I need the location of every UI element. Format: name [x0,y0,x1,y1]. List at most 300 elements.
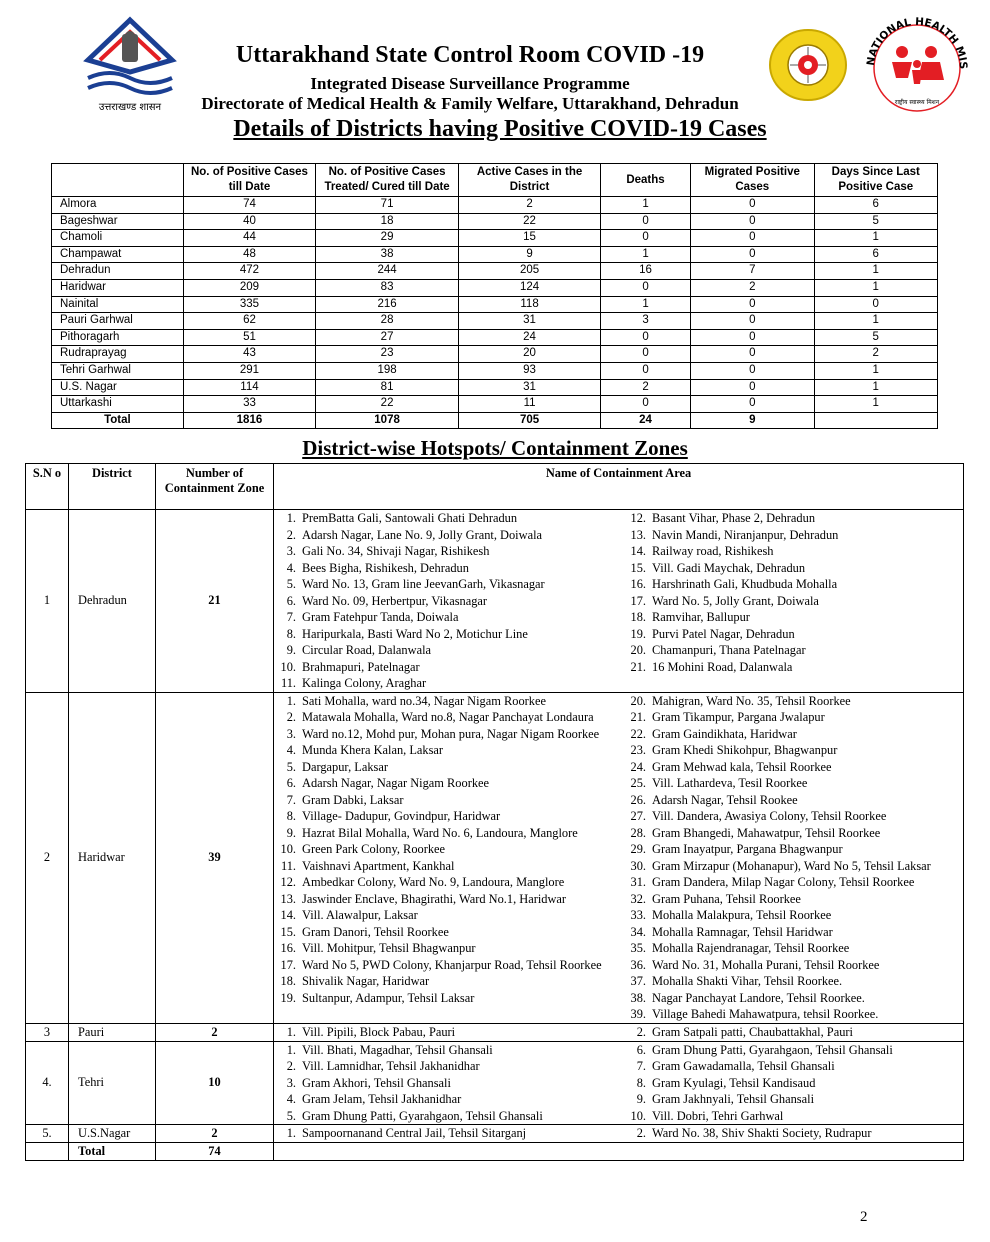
item-number: 17. [630,593,646,608]
cases-header-row [52,164,938,197]
header-area: Name of Containment Area [274,464,964,510]
table-row [52,346,938,363]
item-number: 20. [630,643,646,657]
value-cell: 24 [601,412,691,429]
containment-area-name: Purvi Patel Nagar, Dehradun [652,626,795,641]
sno-cell: 4. [26,1041,69,1125]
item-number: 5. [286,577,296,591]
value-cell: 48 [183,246,315,263]
list-item [624,609,944,626]
value-cell: 0 [601,230,691,247]
item-number: 2. [636,1126,646,1140]
list-item [274,576,624,593]
value-cell: 1 [601,296,691,313]
containment-area-name: Vill. Bhati, Magadhar, Tehsil Ghansali [302,1042,493,1057]
hotspots-header-row [26,464,964,510]
header-cell: Migrated Positive Cases [691,164,815,197]
value-cell: 209 [183,279,315,296]
list-item [624,1042,944,1059]
list-item [624,825,944,842]
district-cell: Pauri [69,1023,156,1041]
list-item [274,792,624,809]
total-label: Total [69,1143,156,1161]
list-item [624,775,944,792]
containment-area-cell [274,1023,964,1041]
containment-list [274,1024,624,1041]
list-item [274,693,624,710]
list-item [274,990,624,1007]
value-cell: 7 [691,263,815,280]
header-cell: Deaths [601,164,691,197]
item-number: 13. [630,527,646,542]
containment-area-name: Gram Akhori, Tehsil Ghansali [302,1075,451,1090]
value-cell: 1 [814,230,937,247]
item-number: 6. [636,1042,646,1057]
containment-area-name: Adarsh Nagar, Tehsil Rookee [652,792,798,807]
containment-area-name: Gram Danori, Tehsil Roorkee [302,924,449,939]
item-number: 7. [286,792,296,807]
district-cell: Dehradun [52,263,184,280]
value-cell: 62 [183,313,315,330]
value-cell: 18 [316,213,459,230]
district-cell: Nainital [52,296,184,313]
district-cell: Rudraprayag [52,346,184,363]
list-item [624,560,944,577]
district-row [26,1041,964,1125]
item-number: 3. [286,544,296,558]
programme-subtitle: Integrated Disease Surveillance Programme [310,74,630,93]
item-number: 18. [630,610,646,624]
value-cell: 38 [316,246,459,263]
value-cell: 1 [814,396,937,413]
district-cell: Tehri Garhwal [52,362,184,379]
table-row [52,230,938,247]
item-number: 5. [286,759,296,774]
containment-area-name: Ward No. 5, Jolly Grant, Doiwala [652,593,819,608]
containment-area-name: Gram Jelam, Tehsil Jakhanidhar [302,1092,462,1106]
value-cell: 705 [459,412,601,429]
containment-area-name: Gram Dabki, Laksar [302,792,404,807]
item-number: 14. [280,908,296,922]
list-item [274,907,624,924]
value-cell: 74 [183,197,315,214]
containment-area-name: Sati Mohalla, ward no.34, Nagar Nigam Roorkee [302,693,546,708]
table-row [52,296,938,313]
value-cell: 24 [459,329,601,346]
item-number: 26. [630,792,646,807]
list-item [624,709,944,726]
list-item [274,940,624,957]
value-cell: 244 [316,263,459,280]
value-cell: 51 [183,329,315,346]
sno-cell: 2 [26,692,69,1023]
containment-area-name: Vill. Lathardeva, Tesil Roorkee [652,776,808,790]
containment-area-name: Sultanpur, Adampur, Tehsil Laksar [302,990,475,1005]
containment-area-name: Vill. Mohitpur, Tehsil Bhagwanpur [302,941,476,955]
item-number: 4. [286,743,296,757]
containment-area-name: Shivalik Nagar, Haridwar [302,974,430,988]
list-item [274,593,624,610]
page-number: 2 [860,1209,868,1225]
containment-area-name: Ramvihar, Ballupur [652,610,750,624]
containment-area-name: Circular Road, Dalanwala [302,643,432,657]
list-item [624,973,944,990]
value-cell: 20 [459,346,601,363]
item-number: 3. [286,1075,296,1090]
item-number: 8. [636,1075,646,1090]
emblem-caption: उत्तराखण्ड शासन [98,102,162,113]
table-row [52,396,938,413]
value-cell: 1 [814,313,937,330]
item-number: 1. [286,511,296,525]
containment-list [624,1125,944,1142]
value-cell: 0 [691,197,815,214]
zone-count-cell: 2 [156,1125,274,1143]
containment-area-name: Adarsh Nagar, Lane No. 9, Jolly Grant, Doiwala [302,527,543,542]
containment-area-name: Vill. Lamnidhar, Tehsil Jakhanidhar [302,1059,480,1073]
containment-area-name: Ward no.12, Mohd pur, Mohan pura, Nagar Nigam Roorkee [302,726,600,741]
value-cell: 23 [316,346,459,363]
nhm-logo [858,14,976,114]
item-number: 38. [630,990,646,1005]
containment-area-name: Gram Dandera, Milap Nagar Colony, Tehsil Roorkee [652,875,915,889]
containment-area-name: Basant Vihar, Phase 2, Dehradun [652,511,816,525]
value-cell: 1 [814,263,937,280]
nhm-hindi-caption: राष्ट्रीय स्वास्थ्य मिशन [894,99,940,106]
list-item [274,1108,624,1125]
list-item [274,858,624,875]
containment-area-cell [274,1041,964,1125]
value-cell: 6 [814,246,937,263]
containment-area-name: Ambedkar Colony, Ward No. 9, Landoura, Manglore [302,875,565,889]
item-number: 35. [630,941,646,955]
containment-list [274,1042,624,1125]
list-item [624,874,944,891]
value-cell: 27 [316,329,459,346]
containment-area-name: Dargapur, Laksar [302,759,388,774]
district-cell: Bageshwar [52,213,184,230]
list-item [274,1125,624,1142]
value-cell: 2 [691,279,815,296]
item-number: 22. [630,726,646,741]
list-item [624,990,944,1007]
value-cell: 22 [316,396,459,413]
item-number: 16. [280,941,296,955]
list-item [624,543,944,560]
containment-area-name: Navin Mandi, Niranjanpur, Dehradun [652,527,839,542]
list-item [624,693,944,710]
cases-heading: Details of Districts having Positive COVID-19 Cases [233,116,767,142]
list-item [274,759,624,776]
nhm-ring-text: NATIONAL HEALTH MIS [864,15,970,69]
value-cell: 124 [459,279,601,296]
item-number: 2. [286,1059,296,1073]
value-cell: 0 [691,346,815,363]
item-number: 2. [636,1024,646,1039]
item-number: 20. [630,693,646,708]
directorate-subtitle: Directorate of Medical Health & Family Welfare, Uttarakhand, Dehradun [201,94,739,113]
containment-list [274,510,624,692]
value-cell: 472 [183,263,315,280]
empty-cell [274,1143,964,1161]
zone-count-cell: 10 [156,1041,274,1125]
containment-area-name: Nagar Panchayat Landore, Tehsil Roorkee. [652,990,865,1005]
containment-area-name: PremBatta Gali, Santowali Ghati Dehradun [302,511,518,525]
list-item [274,659,624,676]
list-item [624,1108,944,1125]
list-item [624,642,944,659]
item-number: 12. [280,875,296,889]
containment-area-name: Gram Tikampur, Pargana Jwalapur [652,710,825,724]
item-number: 12. [630,511,646,525]
value-cell: 1 [814,362,937,379]
value-cell: 0 [601,329,691,346]
value-cell: 44 [183,230,315,247]
item-number: 32. [630,891,646,906]
containment-area-name: Ward No. 38, Shiv Shakti Society, Rudrapur [652,1126,872,1140]
containment-area-cell [274,692,964,1023]
value-cell: 0 [691,296,815,313]
containment-area-name: Harshrinath Gali, Khudbuda Mohalla [652,577,838,591]
containment-columns [274,693,963,1023]
containment-area-name: Chamanpuri, Thana Patelnagar [652,643,806,657]
containment-area-name: Ward No. 13, Gram line JeevanGarh, Vikasnagar [302,577,545,591]
value-cell: 0 [691,329,815,346]
list-item [274,825,624,842]
value-cell: 29 [316,230,459,247]
district-row [26,1125,964,1143]
containment-area-name: Vill. Dobri, Tehri Garhwal [652,1108,784,1123]
containment-area-name: Bees Bigha, Rishikesh, Dehradun [302,560,469,575]
value-cell: 216 [316,296,459,313]
header-cell: No. of Positive Cases Treated/ Cured till Date [316,164,459,197]
list-item [624,726,944,743]
list-item [274,527,624,544]
list-item [274,560,624,577]
district-cell: Chamoli [52,230,184,247]
list-item [624,593,944,610]
list-item [624,808,944,825]
list-item [274,1024,624,1041]
value-cell: 11 [459,396,601,413]
item-number: 7. [636,1059,646,1073]
list-item [624,858,944,875]
list-item [624,940,944,957]
containment-area-name: Haripurkala, Basti Ward No 2, Motichur Line [302,626,528,641]
district-cell: Haridwar [52,279,184,296]
list-item [624,742,944,759]
containment-area-name: Hazrat Bilal Mohalla, Ward No. 6, Landoura, Manglore [302,825,578,840]
svg-text:NATIONAL HEALTH MISSION [858,14,969,69]
containment-area-name: Mohalla Malakpura, Tehsil Roorkee [652,908,832,922]
item-number: 15. [630,560,646,575]
containment-columns [274,1042,963,1125]
table-row [52,246,938,263]
value-cell: 0 [691,230,815,247]
list-item [624,924,944,941]
item-number: 1. [286,1042,296,1057]
value-cell: 2 [601,379,691,396]
item-number: 3. [286,726,296,741]
item-number: 23. [630,743,646,757]
list-item [274,891,624,908]
item-number: 10. [280,659,296,674]
list-item [274,1091,624,1108]
value-cell: 0 [814,296,937,313]
item-number: 11. [280,676,296,690]
containment-area-cell [274,1125,964,1143]
containment-area-name: Village- Dadupur, Govindpur, Haridwar [302,809,501,823]
header-district: District [69,464,156,510]
list-item [274,726,624,743]
zone-count-cell: 39 [156,692,274,1023]
district-cell: Dehradun [69,510,156,693]
containment-list [274,693,624,1023]
list-item [624,792,944,809]
list-item [274,775,624,792]
value-cell: 0 [601,362,691,379]
value-cell: 335 [183,296,315,313]
item-number: 28. [630,825,646,840]
list-item [274,609,624,626]
list-item [624,659,944,676]
containment-list [274,1125,624,1142]
district-cell: U.S. Nagar [52,379,184,396]
zone-count-cell: 21 [156,510,274,693]
list-item [274,1075,624,1092]
value-cell: 291 [183,362,315,379]
containment-area-name: Gram Bhangedi, Mahawatpur, Tehsil Roorkee [652,825,881,840]
containment-area-name: Railway road, Rishikesh [652,544,774,558]
item-number: 11. [280,858,296,873]
value-cell: 16 [601,263,691,280]
hotspots-heading: District-wise Hotspots/ Containment Zones [302,436,688,460]
header-cell: Days Since Last Positive Case [814,164,937,197]
item-number: 9. [636,1092,646,1106]
containment-columns [274,1125,963,1142]
district-row [26,1023,964,1041]
sno-cell: 1 [26,510,69,693]
containment-area-name: Mohalla Rajendranagar, Tehsil Roorkee [652,941,850,955]
sno-cell: 3 [26,1023,69,1041]
value-cell: 5 [814,213,937,230]
containment-list [624,1024,944,1041]
containment-area-name: Gram Jakhnyali, Tehsil Ghansali [652,1092,815,1106]
table-row [52,213,938,230]
containment-area-cell [274,510,964,693]
value-cell: 0 [601,346,691,363]
list-item [624,1125,944,1142]
value-cell: 81 [316,379,459,396]
item-number: 37. [630,974,646,988]
containment-area-name: Ward No 5, PWD Colony, Khanjarpur Road, Tehsil Roorkee [302,957,602,972]
district-row [26,692,964,1023]
containment-area-name: Kalinga Colony, Araghar [302,676,427,690]
value-cell: 0 [601,396,691,413]
containment-columns [274,1024,963,1041]
list-item [274,1042,624,1059]
containment-area-name: Gram Inayatpur, Pargana Bhagwanpur [652,842,843,856]
containment-area-name: Gram Satpali patti, Chaubattakhal, Pauri [652,1024,853,1039]
value-cell [814,412,937,429]
cases-table [51,163,938,429]
value-cell: 0 [601,279,691,296]
containment-area-name: Gram Kyulagi, Tehsil Kandisaud [652,1075,816,1090]
containment-area-name: Gram Mirzapur (Mohanapur), Ward No 5, Tehsil Laksar [652,858,931,873]
list-item [624,1024,944,1041]
value-cell: 0 [601,213,691,230]
containment-list [624,510,944,692]
list-item [624,527,944,544]
list-item [624,576,944,593]
table-row [52,263,938,280]
containment-area-name: Gram Fatehpur Tanda, Doiwala [302,610,459,624]
value-cell: 3 [601,313,691,330]
idsp-logo [768,28,848,102]
containment-area-name: Matawala Mohalla, Ward no.8, Nagar Panchayat Londaura [302,710,594,724]
district-cell: Pauri Garhwal [52,313,184,330]
list-item [624,907,944,924]
containment-area-name: Gram Dhung Patti, Gyarahgaon, Tehsil Ghansali [652,1042,893,1057]
containment-area-name: Mahigran, Ward No. 35, Tehsil Roorkee [652,693,851,708]
value-cell: 6 [814,197,937,214]
item-number: 4. [286,1092,296,1106]
value-cell: 2 [459,197,601,214]
list-item [274,973,624,990]
sno-cell: 5. [26,1125,69,1143]
item-number: 17. [280,957,296,972]
value-cell: 40 [183,213,315,230]
district-cell: U.S.Nagar [69,1125,156,1143]
item-number: 21. [630,710,646,724]
value-cell: 43 [183,346,315,363]
containment-area-name: Jaswinder Enclave, Bhagirathi, Ward No.1, Haridwar [302,891,567,906]
total-count: 74 [156,1143,274,1161]
total-row [26,1143,964,1161]
containment-area-name: 16 Mohini Road, Dalanwala [652,659,793,674]
list-item [624,1075,944,1092]
value-cell: 33 [183,396,315,413]
item-number: 6. [286,593,296,608]
item-number: 1. [286,693,296,708]
value-cell: 0 [691,379,815,396]
list-item [274,709,624,726]
containment-area-name: Green Park Colony, Roorkee [302,842,446,856]
value-cell: 0 [691,246,815,263]
item-number: 7. [286,610,296,624]
value-cell: 31 [459,313,601,330]
list-item [624,841,944,858]
table-row [52,379,938,396]
list-item [274,841,624,858]
containment-columns [274,510,963,692]
item-number: 9. [286,643,296,657]
header-count: Number of Containment Zone [156,464,274,510]
containment-list [624,693,944,1023]
value-cell: 5 [814,329,937,346]
value-cell: 205 [459,263,601,280]
list-item [624,1091,944,1108]
containment-area-name: Vaishnavi Apartment, Kankhal [302,858,455,873]
value-cell: 198 [316,362,459,379]
containment-list [624,1042,944,1125]
list-item [274,543,624,560]
item-number: 29. [630,842,646,856]
list-item [624,891,944,908]
containment-area-name: Mohalla Shakti Vihar, Tehsil Roorkee. [652,974,843,988]
item-number: 8. [286,809,296,823]
item-number: 10. [630,1108,646,1123]
